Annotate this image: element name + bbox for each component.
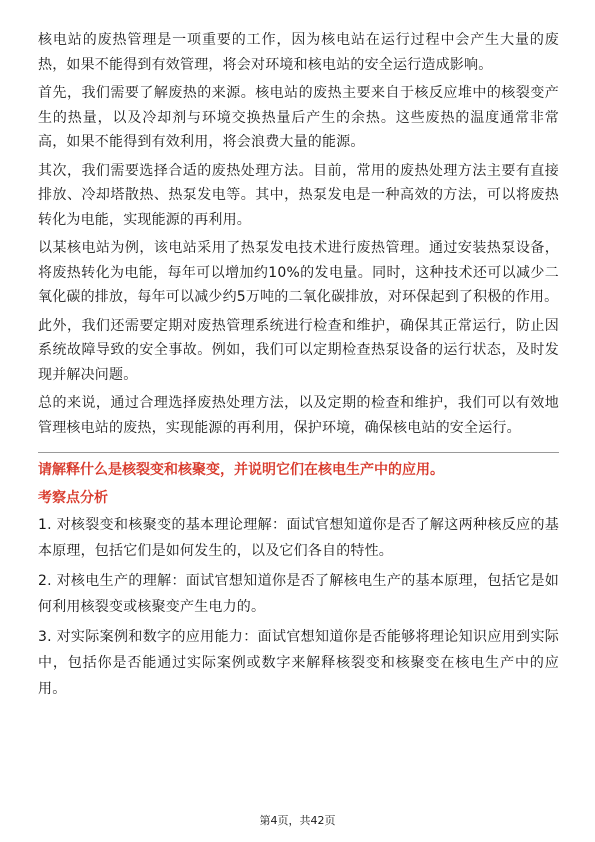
paragraph-intro: 核电站的废热管理是一项重要的工作，因为核电站在运行过程中会产生大量的废热，如果不能得到有效管理，将会对环境和核电站的安全运行造成影响。 xyxy=(38,32,559,73)
paragraph-treatment-methods: 其次，我们需要选择合适的废热处理方法。目前，常用的废热处理方法主要有直接排放、冷却塔散热、热泵发电等。其中，热泵发电是一种高效的方法，可以将废热转化为电能，实现能源的再利用。 xyxy=(38,162,559,228)
analysis-item-1: 1. 对核裂变和核聚变的基本理论理解：面试官想知道你是否了解这两种核反应的基本原理，包括它们是如何发生的，以及它们各自的特性。 xyxy=(38,517,559,559)
page-number: 第4页，共42页 xyxy=(259,814,336,827)
analysis-heading: 考察点分析 xyxy=(38,490,108,506)
interview-question: 请解释什么是核裂变和核聚变，并说明它们在核电生产中的应用。 xyxy=(38,462,444,478)
paragraph-summary: 总的来说，通过合理选择废热处理方法，以及定期的检查和维护，我们可以有效地管理核电站的废热，实现能源的再利用，保护环境，确保核电站的安全运行。 xyxy=(38,395,559,436)
paragraph-waste-heat-source: 首先，我们需要了解废热的来源。核电站的废热主要来自于核反应堆中的核裂变产生的热量，以及冷却剂与环境交换热量后产生的余热。这些废热的温度通常非常高，如果不能得到有效利用，将会浪费大量的能源。 xyxy=(38,85,559,150)
analysis-item-2: 2. 对核电生产的理解：面试官想知道你是否了解核电生产的基本原理，包括它是如何利用核裂变或核聚变产生电力的。 xyxy=(38,573,559,615)
paragraph-maintenance: 此外，我们还需要定期对废热管理系统进行检查和维护，确保其正常运行，防止因系统故障导致的安全事故。例如，我们可以定期检查热泵设备的运行状态，及时发现并解决问题。 xyxy=(38,317,559,383)
paragraph-case-example: 以某核电站为例，该电站采用了热泵发电技术进行废热管理。通过安装热泵设备，将废热转化为电能，每年可以增加约10%的发电量。同时，这种技术还可以减少二氧化碳的排放，每年可以减少约5万吨的二氧化碳排放，对环保起到了积极的作用。 xyxy=(38,240,559,305)
analysis-item-3: 3. 对实际案例和数字的应用能力：面试官想知道你是否能够将理论知识应用到实际中，包括你是否能通过实际案例或数字来解释核裂变和核聚变在核电生产中的应用。 xyxy=(38,629,559,697)
document-page xyxy=(38,28,559,706)
section-divider xyxy=(38,452,559,453)
